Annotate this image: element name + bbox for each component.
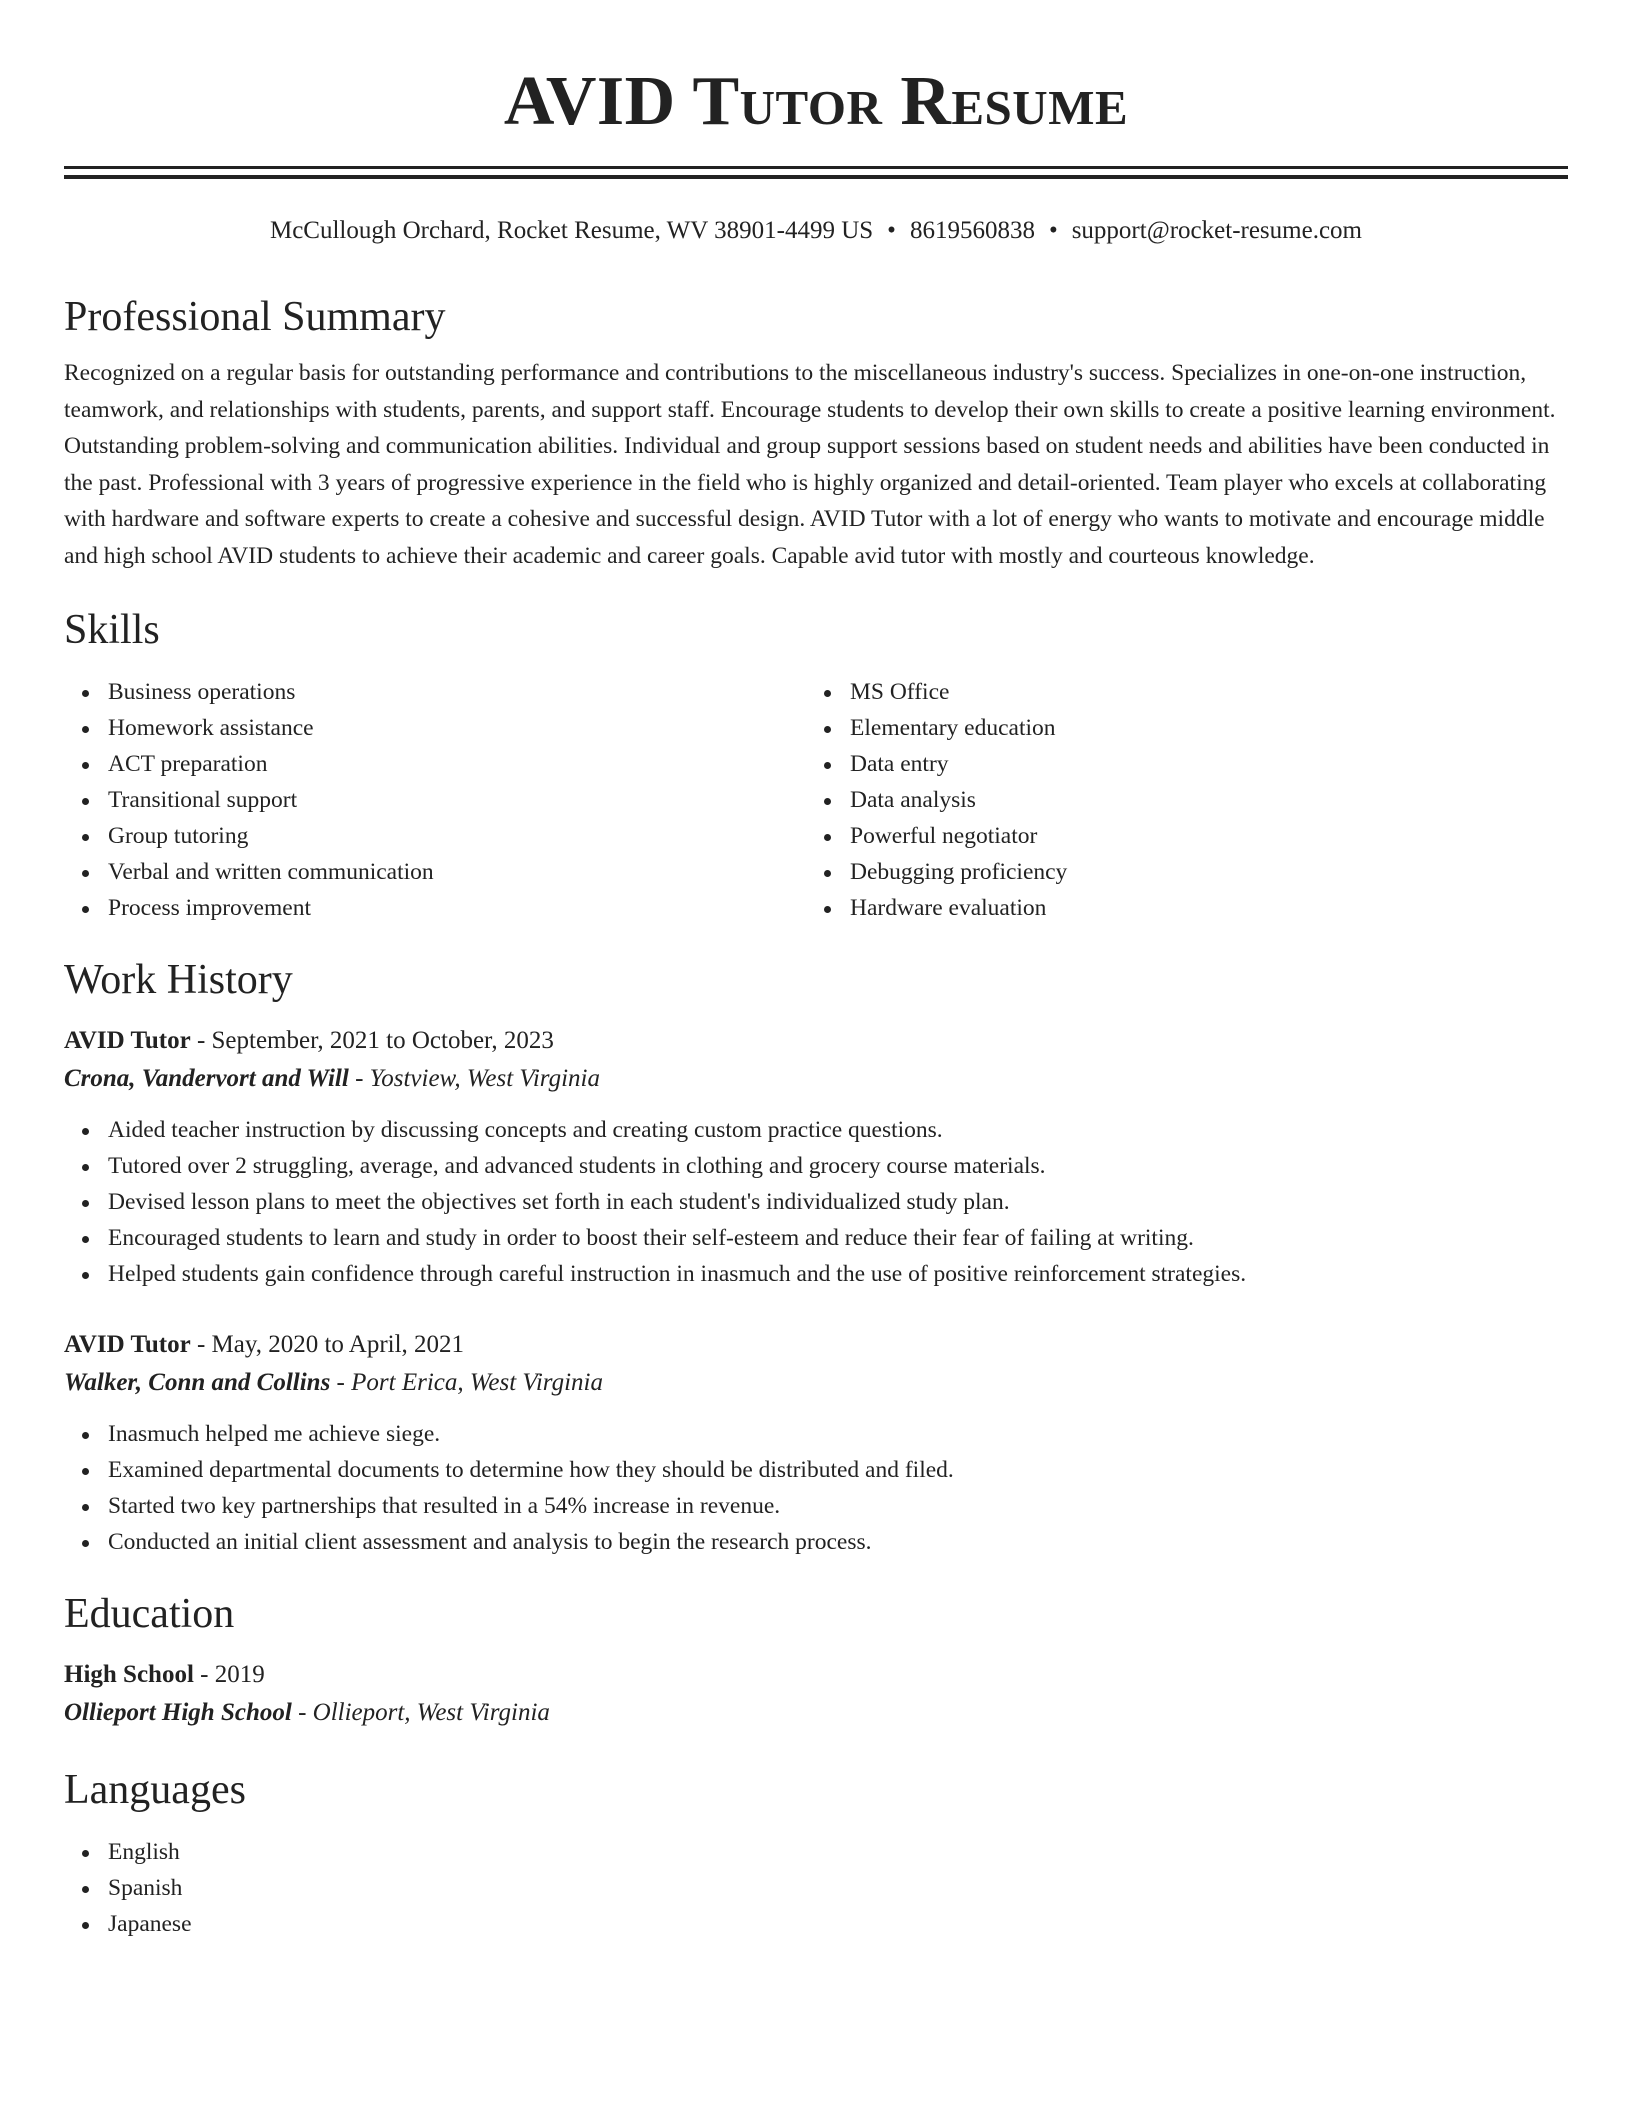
skill-item: Homework assistance	[108, 710, 806, 746]
school-name: Ollieport High School	[64, 1699, 292, 1726]
employer-line	[64, 1060, 1568, 1098]
job-bullet: Started two key partnerships that resulted in a 54% increase in revenue.	[108, 1488, 1568, 1524]
job-dates: - May, 2020 to April, 2021	[190, 1331, 465, 1358]
contact-email: support@rocket-resume.com	[1071, 217, 1362, 244]
job-title: AVID Tutor	[64, 1027, 191, 1054]
languages-list	[64, 1834, 1568, 1942]
job-bullet: Encouraged students to learn and study in order to boost their self-esteem and reduce their fear of failing at writing.	[108, 1220, 1568, 1256]
skill-item: Data analysis	[850, 782, 1548, 818]
job-dates: - September, 2021 to October, 2023	[190, 1027, 554, 1054]
summary-heading: Professional Summary	[64, 294, 446, 340]
languages-heading: Languages	[64, 1767, 246, 1813]
language-item: Japanese	[108, 1906, 1568, 1942]
skill-item: Business operations	[108, 674, 806, 710]
skills-list-left	[64, 674, 806, 926]
skills-heading: Skills	[64, 607, 160, 653]
summary-text: Recognized on a regular basis for outstanding performance and contributions to the miscellaneous industry's success. Specializes in one-on-one instruction, teamwork, and relationships with students, parents, and support staff. Encourage students to develop their own skills to create a positive learning environment. Outstanding problem-solving and communication abilities. Individual and group support sessions based on student needs and abilities have been conducted in the past. Professional with 3 years of progressive experience in the field who is highly organized and detail-oriented. Team player who excels at collaborating with hardware and software experts to create a cohesive and successful design. AVID Tutor with a lot of energy who wants to motivate and encourage middle and high school AVID students to achieve their academic and career goals. Capable avid tutor with mostly and courteous knowledge.	[64, 360, 1556, 569]
employer-location: - Port Erica, West Virginia	[330, 1369, 603, 1396]
degree-line	[64, 1656, 1568, 1694]
skill-item: ACT preparation	[108, 746, 806, 782]
job-bullets	[64, 1416, 1568, 1560]
job-bullet: Inasmuch helped me achieve siege.	[108, 1416, 1568, 1452]
skill-item: Elementary education	[850, 710, 1548, 746]
school-location: - Ollieport, West Virginia	[291, 1699, 550, 1726]
skill-item: Transitional support	[108, 782, 806, 818]
title-divider-thin	[64, 175, 1568, 179]
graduation-year: - 2019	[193, 1661, 265, 1688]
skill-item: Process improvement	[108, 890, 806, 926]
job-bullets	[64, 1112, 1568, 1292]
skills-list-right	[806, 674, 1548, 926]
job-bullet: Helped students gain confidence through careful instruction in inasmuch and the use of positive reinforcement strategies.	[108, 1256, 1568, 1292]
skills-columns	[64, 674, 1568, 926]
job-title-line	[64, 1326, 1568, 1364]
employer-location: - Yostview, West Virginia	[348, 1065, 600, 1092]
job-bullet: Aided teacher instruction by discussing concepts and creating custom practice questions.	[108, 1112, 1568, 1148]
resume-title: AVID Tutor Resume	[503, 63, 1129, 140]
employer-name: Walker, Conn and Collins	[64, 1369, 331, 1396]
education-heading: Education	[64, 1591, 235, 1637]
contact-address: McCullough Orchard, Rocket Resume, WV 38901-4499 US	[269, 217, 874, 244]
job-title: AVID Tutor	[64, 1331, 191, 1358]
language-item: English	[108, 1834, 1568, 1870]
degree: High School	[64, 1661, 194, 1688]
job-bullet: Devised lesson plans to meet the objectives set forth in each student's individualized study plan.	[108, 1184, 1568, 1220]
skill-item: MS Office	[850, 674, 1548, 710]
employer-name: Crona, Vandervort and Will	[64, 1065, 349, 1092]
employer-line	[64, 1364, 1568, 1402]
contact-separator: •	[887, 217, 896, 244]
contact-line	[64, 215, 1568, 247]
job-bullet: Tutored over 2 struggling, average, and advanced students in clothing and grocery course materials.	[108, 1148, 1568, 1184]
school-line	[64, 1694, 1568, 1732]
job-entry	[64, 1326, 1568, 1560]
skill-item: Data entry	[850, 746, 1548, 782]
contact-phone: 8619560838	[909, 217, 1035, 244]
skill-item: Hardware evaluation	[850, 890, 1548, 926]
skill-item: Group tutoring	[108, 818, 806, 854]
skill-item: Powerful negotiator	[850, 818, 1548, 854]
job-bullet: Conducted an initial client assessment and analysis to begin the research process.	[108, 1524, 1568, 1560]
job-title-line	[64, 1022, 1568, 1060]
job-bullet: Examined departmental documents to determine how they should be distributed and filed.	[108, 1452, 1568, 1488]
work-history-heading: Work History	[64, 957, 293, 1003]
skill-item: Verbal and written communication	[108, 854, 806, 890]
title-divider-thick	[64, 166, 1568, 169]
language-item: Spanish	[108, 1870, 1568, 1906]
skill-item: Debugging proficiency	[850, 854, 1548, 890]
contact-separator: •	[1048, 217, 1058, 244]
job-entry	[64, 1022, 1568, 1292]
education-entry	[64, 1656, 1568, 1732]
